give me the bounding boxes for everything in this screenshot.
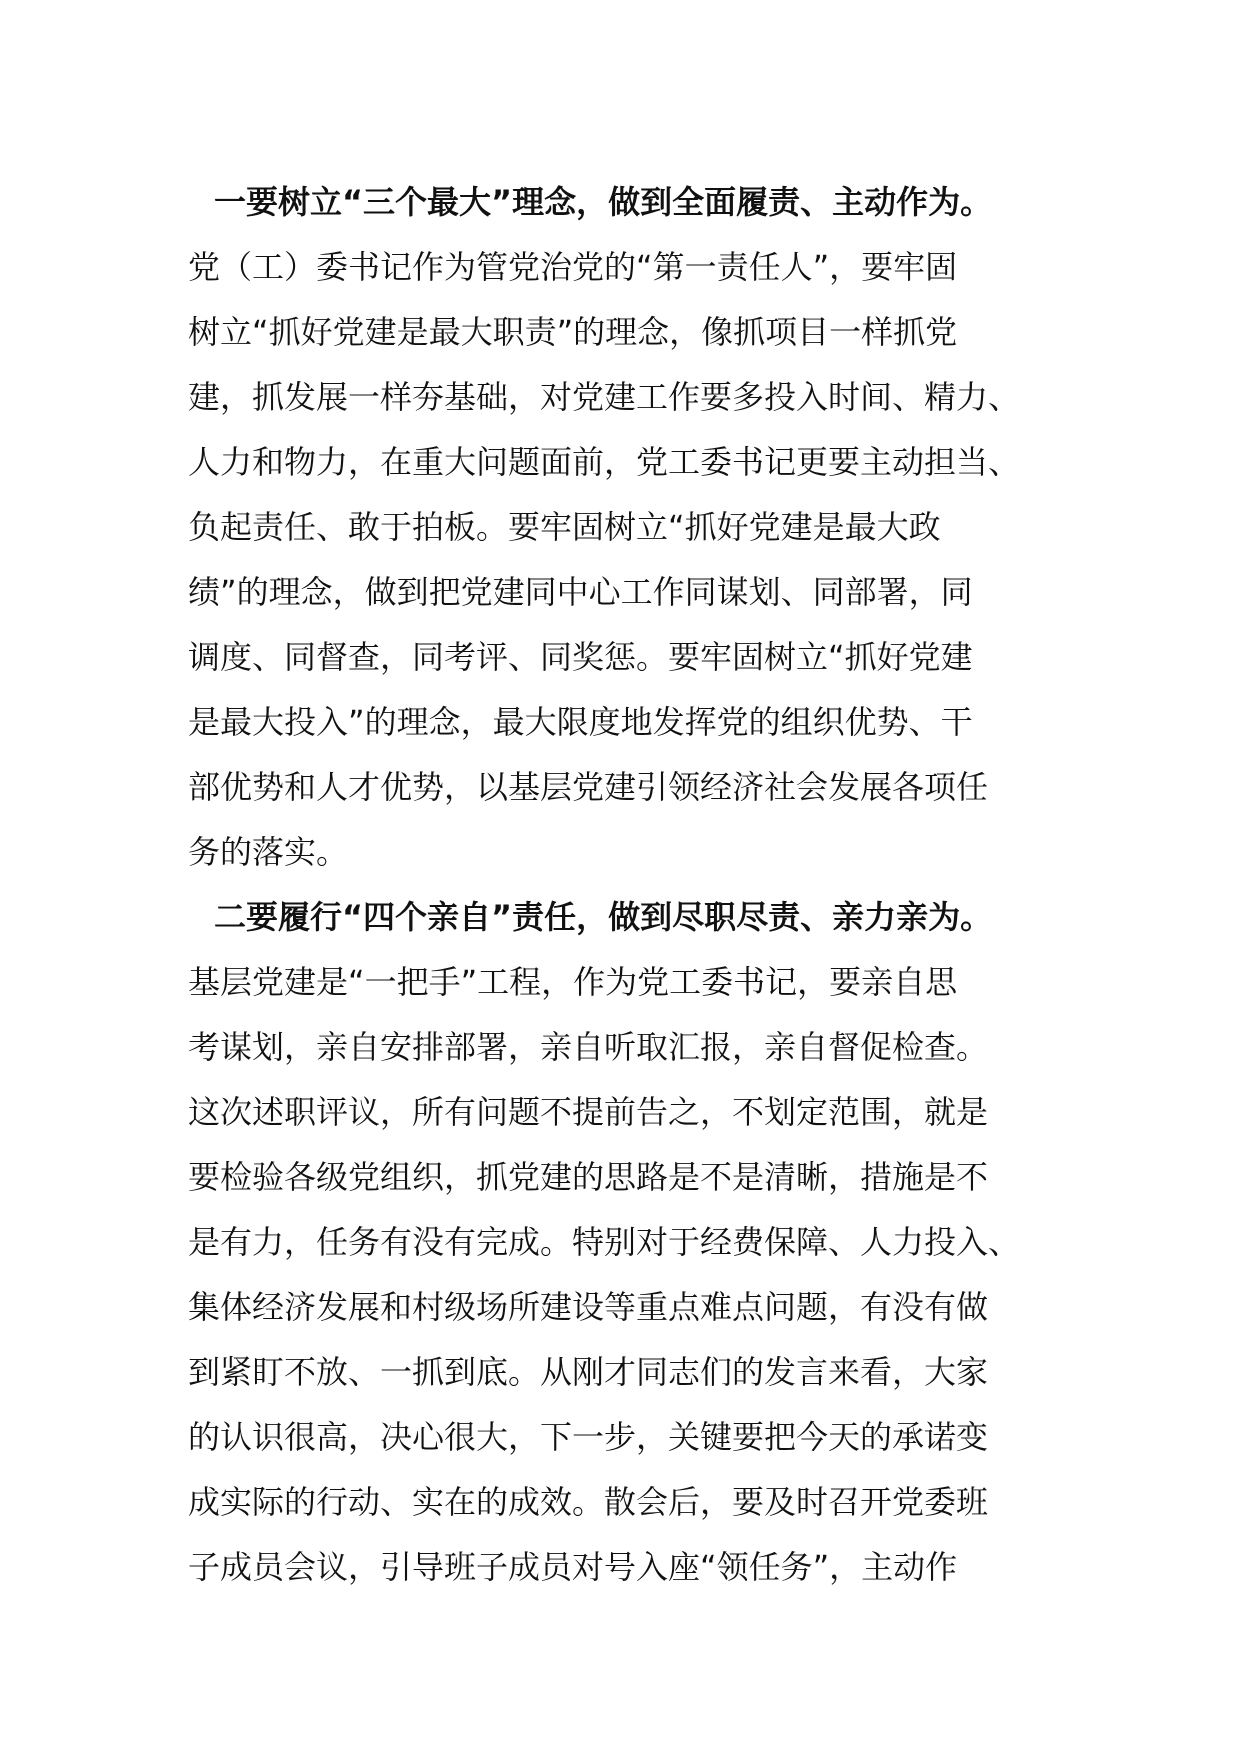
text-line: 这次述职评议，所有问题不提前告之，不划定范围，就是 [188, 1093, 989, 1131]
text-line: 考谋划，亲自安排部署，亲自听取汇报，亲自督促检查。 [188, 1028, 989, 1066]
document-body [188, 170, 1068, 1600]
text-line: 的认识很高，决心很大，下一步，关键要把今天的承诺变 [188, 1418, 989, 1456]
text-line: 部优势和人才优势，以基层党建引领经济社会发展各项任 [188, 768, 989, 806]
text-line: 基层党建是“一把手”工程，作为党工委书记，要亲自思 [188, 963, 958, 1001]
text-line: 建，抓发展一样夯基础，对党建工作要多投入时间、精力、 [188, 378, 1021, 416]
text-line: 人力和物力，在重大问题面前，党工委书记更要主动担当、 [188, 443, 1021, 481]
text-line: 绩”的理念，做到把党建同中心工作同谋划、同部署，同 [188, 573, 973, 611]
text-line: 调度、同督查，同考评、同奖惩。要牢固树立“抓好党建 [188, 638, 973, 676]
text-line: 务的落实。 [188, 833, 349, 871]
text-line: 子成员会议，引导班子成员对号入座“领任务”，主动作 [188, 1548, 958, 1586]
text-line: 是有力，任务有没有完成。特别对于经费保障、人力投入、 [188, 1223, 1021, 1261]
text-line: 负起责任、敢于拍板。要牢固树立“抓好党建是最大政 [188, 508, 941, 546]
section-heading-2: 二要履行“四个亲自”责任，做到尽职尽责、亲力亲为。 [214, 898, 993, 936]
text-line: 到紧盯不放、一抓到底。从刚才同志们的发言来看，大家 [188, 1353, 989, 1391]
section-heading-1: 一要树立“三个最大”理念，做到全面履责、主动作为。 [214, 183, 993, 221]
text-line: 树立“抓好党建是最大职责”的理念，像抓项目一样抓党 [188, 313, 958, 351]
text-line: 要检验各级党组织，抓党建的思路是不是清晰，措施是不 [188, 1158, 989, 1196]
text-line: 成实际的行动、实在的成效。散会后，要及时召开党委班 [188, 1483, 989, 1521]
text-line: 是最大投入”的理念，最大限度地发挥党的组织优势、干 [188, 703, 973, 741]
text-line: 党（工）委书记作为管党治党的“第一责任人”，要牢固 [188, 248, 958, 286]
text-line: 集体经济发展和村级场所建设等重点难点问题，有没有做 [188, 1288, 989, 1326]
